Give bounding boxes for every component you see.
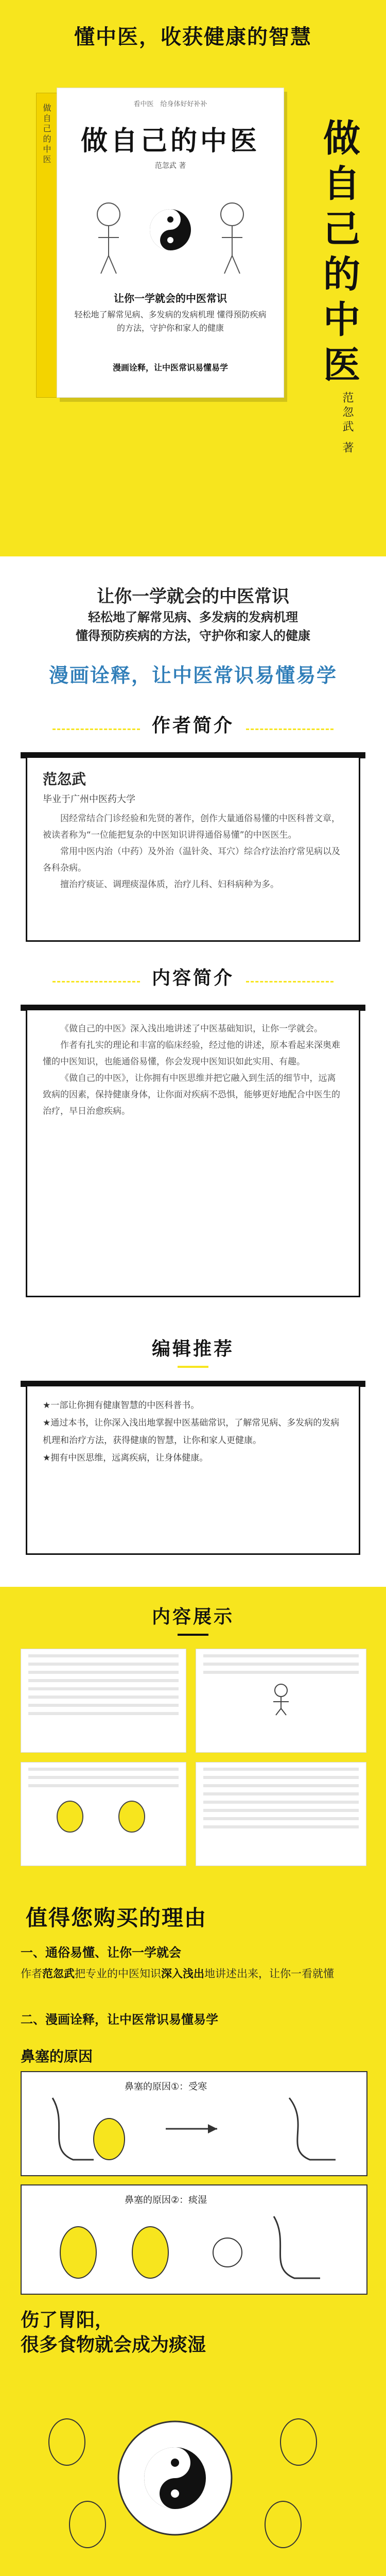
stomach-illustration <box>0 2308 386 2576</box>
stomach-heading-2: 很多食物就会成为痰湿 <box>21 2334 206 2355</box>
book-spine-title: 做自己的中医 <box>42 104 51 165</box>
reason-1-text: 地讲述出来，让你一看就懂 <box>204 1968 334 1980</box>
book-blurb-head: 让你一学就会的中医常识 <box>114 292 227 304</box>
stomach-heading <box>21 2308 206 2358</box>
author-school: 毕业于广州中医药大学 <box>43 794 135 805</box>
subtitle-line2a: 轻松地了解常见病、多发病的发病机理 <box>88 610 298 624</box>
preview-page <box>196 1649 366 1753</box>
recommend-item: ★一部让你拥有健康智慧的中医科普书。 <box>43 1400 200 1411</box>
stomach-heading-1: 伤了胃阳， <box>21 2310 114 2331</box>
intro-header <box>0 963 386 990</box>
header-underline <box>178 1366 208 1368</box>
preview-page <box>196 1762 366 1866</box>
book-blurb <box>73 292 268 335</box>
reason-1-body <box>21 1964 365 1983</box>
author-para-3: 擅治疗痰证、调理痰湿体质，治疗儿科、妇科病种为多。 <box>60 879 279 890</box>
header-dash-left <box>52 981 140 982</box>
reason-1-emphasis: 深入浅出 <box>161 1968 204 1980</box>
book-spine <box>36 93 58 398</box>
recommend-item: ★通过本书，让你深入浅出地掌握中医基础常识，了解常见病、多发病的发病机理和治疗方法，获得健康的智慧，让你和家人更健康。 <box>43 1418 340 1446</box>
author-section <box>0 701 386 948</box>
preview-sketch <box>52 1799 88 1835</box>
recommend-section <box>0 1319 386 1587</box>
preview-header <box>0 1602 386 1636</box>
nose-sub-2: 鼻塞的原因②：痰湿 <box>125 2195 207 2206</box>
header-dash-right <box>246 728 334 730</box>
intro-para-1: 《做自己的中医》深入浅出地讲述了中医基础知识，让你一学就会。 <box>60 1024 323 1034</box>
author-header <box>0 711 386 737</box>
subtitle-section <box>0 556 386 701</box>
reason-2-title: 二、漫画诠释，让中医常识易懂易学 <box>21 2012 218 2027</box>
hero-banner: 懂中医，收获健康的智慧 <box>74 25 312 49</box>
subtitle-line1: 让你一学就会的中医常识 <box>97 586 289 607</box>
vertical-author: 范忽武 著 <box>341 392 354 456</box>
nose-panel-2 <box>21 2184 367 2295</box>
intro-para-2: 作者有扎实的理论和丰富的临床经验，经过他的讲述，原本看起来深奥难懂的中医知识，也能通俗易懂，你会发现中医知识如此实用、有趣。 <box>43 1040 340 1067</box>
author-section-title: 作者简介 <box>151 715 234 736</box>
preview-sketch <box>263 1680 299 1716</box>
vertical-title: 做自己的中医 <box>317 118 361 391</box>
nose-panel-1 <box>21 2071 367 2176</box>
book-author: 范忽武 著 <box>154 162 186 170</box>
book-blurb-lines: 轻松地了解常见病、多发病的发病机理 懂得预防疾病的方法，守护你和家人的健康 <box>74 310 267 333</box>
reason-1-text: 作者 <box>21 1968 42 1980</box>
preview-section <box>0 1587 386 1886</box>
worth-section <box>0 1886 386 2576</box>
author-para-2: 常用中医内治（中药）及外治（温针灸、耳穴）综合疗法治疗常见病以及各科杂病。 <box>43 846 340 873</box>
reason-2 <box>21 2009 365 2027</box>
recommend-item: ★拥有中医思维，远离疾病，让身体健康。 <box>43 1453 208 1463</box>
recommend-list <box>27 1386 359 1477</box>
recommend-header <box>0 1334 386 1368</box>
author-para-1: 因经常结合门诊经验和先贤的著作，创作大量通俗易懂的中医科普文章，被读者称为“一位能把复杂的中医知识讲得通俗易懂”的中医医生。 <box>43 814 340 840</box>
intro-section <box>0 948 386 1340</box>
book-title: 做自己的中医 <box>80 125 260 157</box>
stomach-drawing <box>21 2370 365 2571</box>
book-front <box>57 88 284 398</box>
book-tagline: 看中医 给身体好好补补 <box>133 100 207 108</box>
subtitle-line2 <box>0 608 386 645</box>
nose-drawing-1 <box>32 2093 356 2170</box>
recommend-card <box>26 1385 360 1555</box>
intro-card <box>26 1009 360 1297</box>
author-name: 范忽武 <box>43 771 86 788</box>
preview-page <box>21 1762 186 1866</box>
reason-1 <box>21 1942 365 1983</box>
preview-page <box>21 1649 186 1753</box>
reason-1-title: 一、通俗易懂、让你一学就会 <box>21 1945 181 1960</box>
recommend-section-title: 编辑推荐 <box>151 1338 234 1360</box>
author-name-emphasis: 范忽武 <box>42 1968 75 1980</box>
hero-section <box>0 0 386 556</box>
nose-sub-1: 鼻塞的原因①：受寒 <box>125 2081 207 2092</box>
subtitle-line2b: 懂得预防疾病的方法，守护你和家人的健康 <box>76 629 310 643</box>
header-underline <box>178 1634 208 1636</box>
reason-1-text: 把专业的中医知识 <box>75 1968 161 1980</box>
book-illustration <box>73 178 268 281</box>
nose-heading: 鼻塞的原因 <box>21 2048 93 2065</box>
preview-section-title: 内容展示 <box>151 1606 234 1628</box>
book-cover <box>36 88 283 407</box>
book-blurb-foot: 漫画诠释，让中医常识易懂易学 <box>112 363 228 372</box>
preview-sketch <box>114 1799 150 1835</box>
worth-headline: 值得您购买的理由 <box>26 1905 207 1930</box>
author-card <box>26 756 360 942</box>
header-dash-left <box>52 728 140 730</box>
subtitle-line3: 漫画诠释，让中医常识易懂易学 <box>48 664 337 687</box>
header-dash-right <box>246 981 334 982</box>
intro-section-title: 内容简介 <box>151 968 234 989</box>
nose-illustration <box>0 2040 386 2303</box>
intro-para-3: 《做自己的中医》，让你拥有中医思维并把它融入到生活的细节中，远离致病的因素，保持健康身体，让你面对疾病不恐惧，能够更好地配合中医生的治疗，早日治愈疾病。 <box>43 1073 340 1116</box>
nose-drawing-2 <box>32 2206 356 2289</box>
